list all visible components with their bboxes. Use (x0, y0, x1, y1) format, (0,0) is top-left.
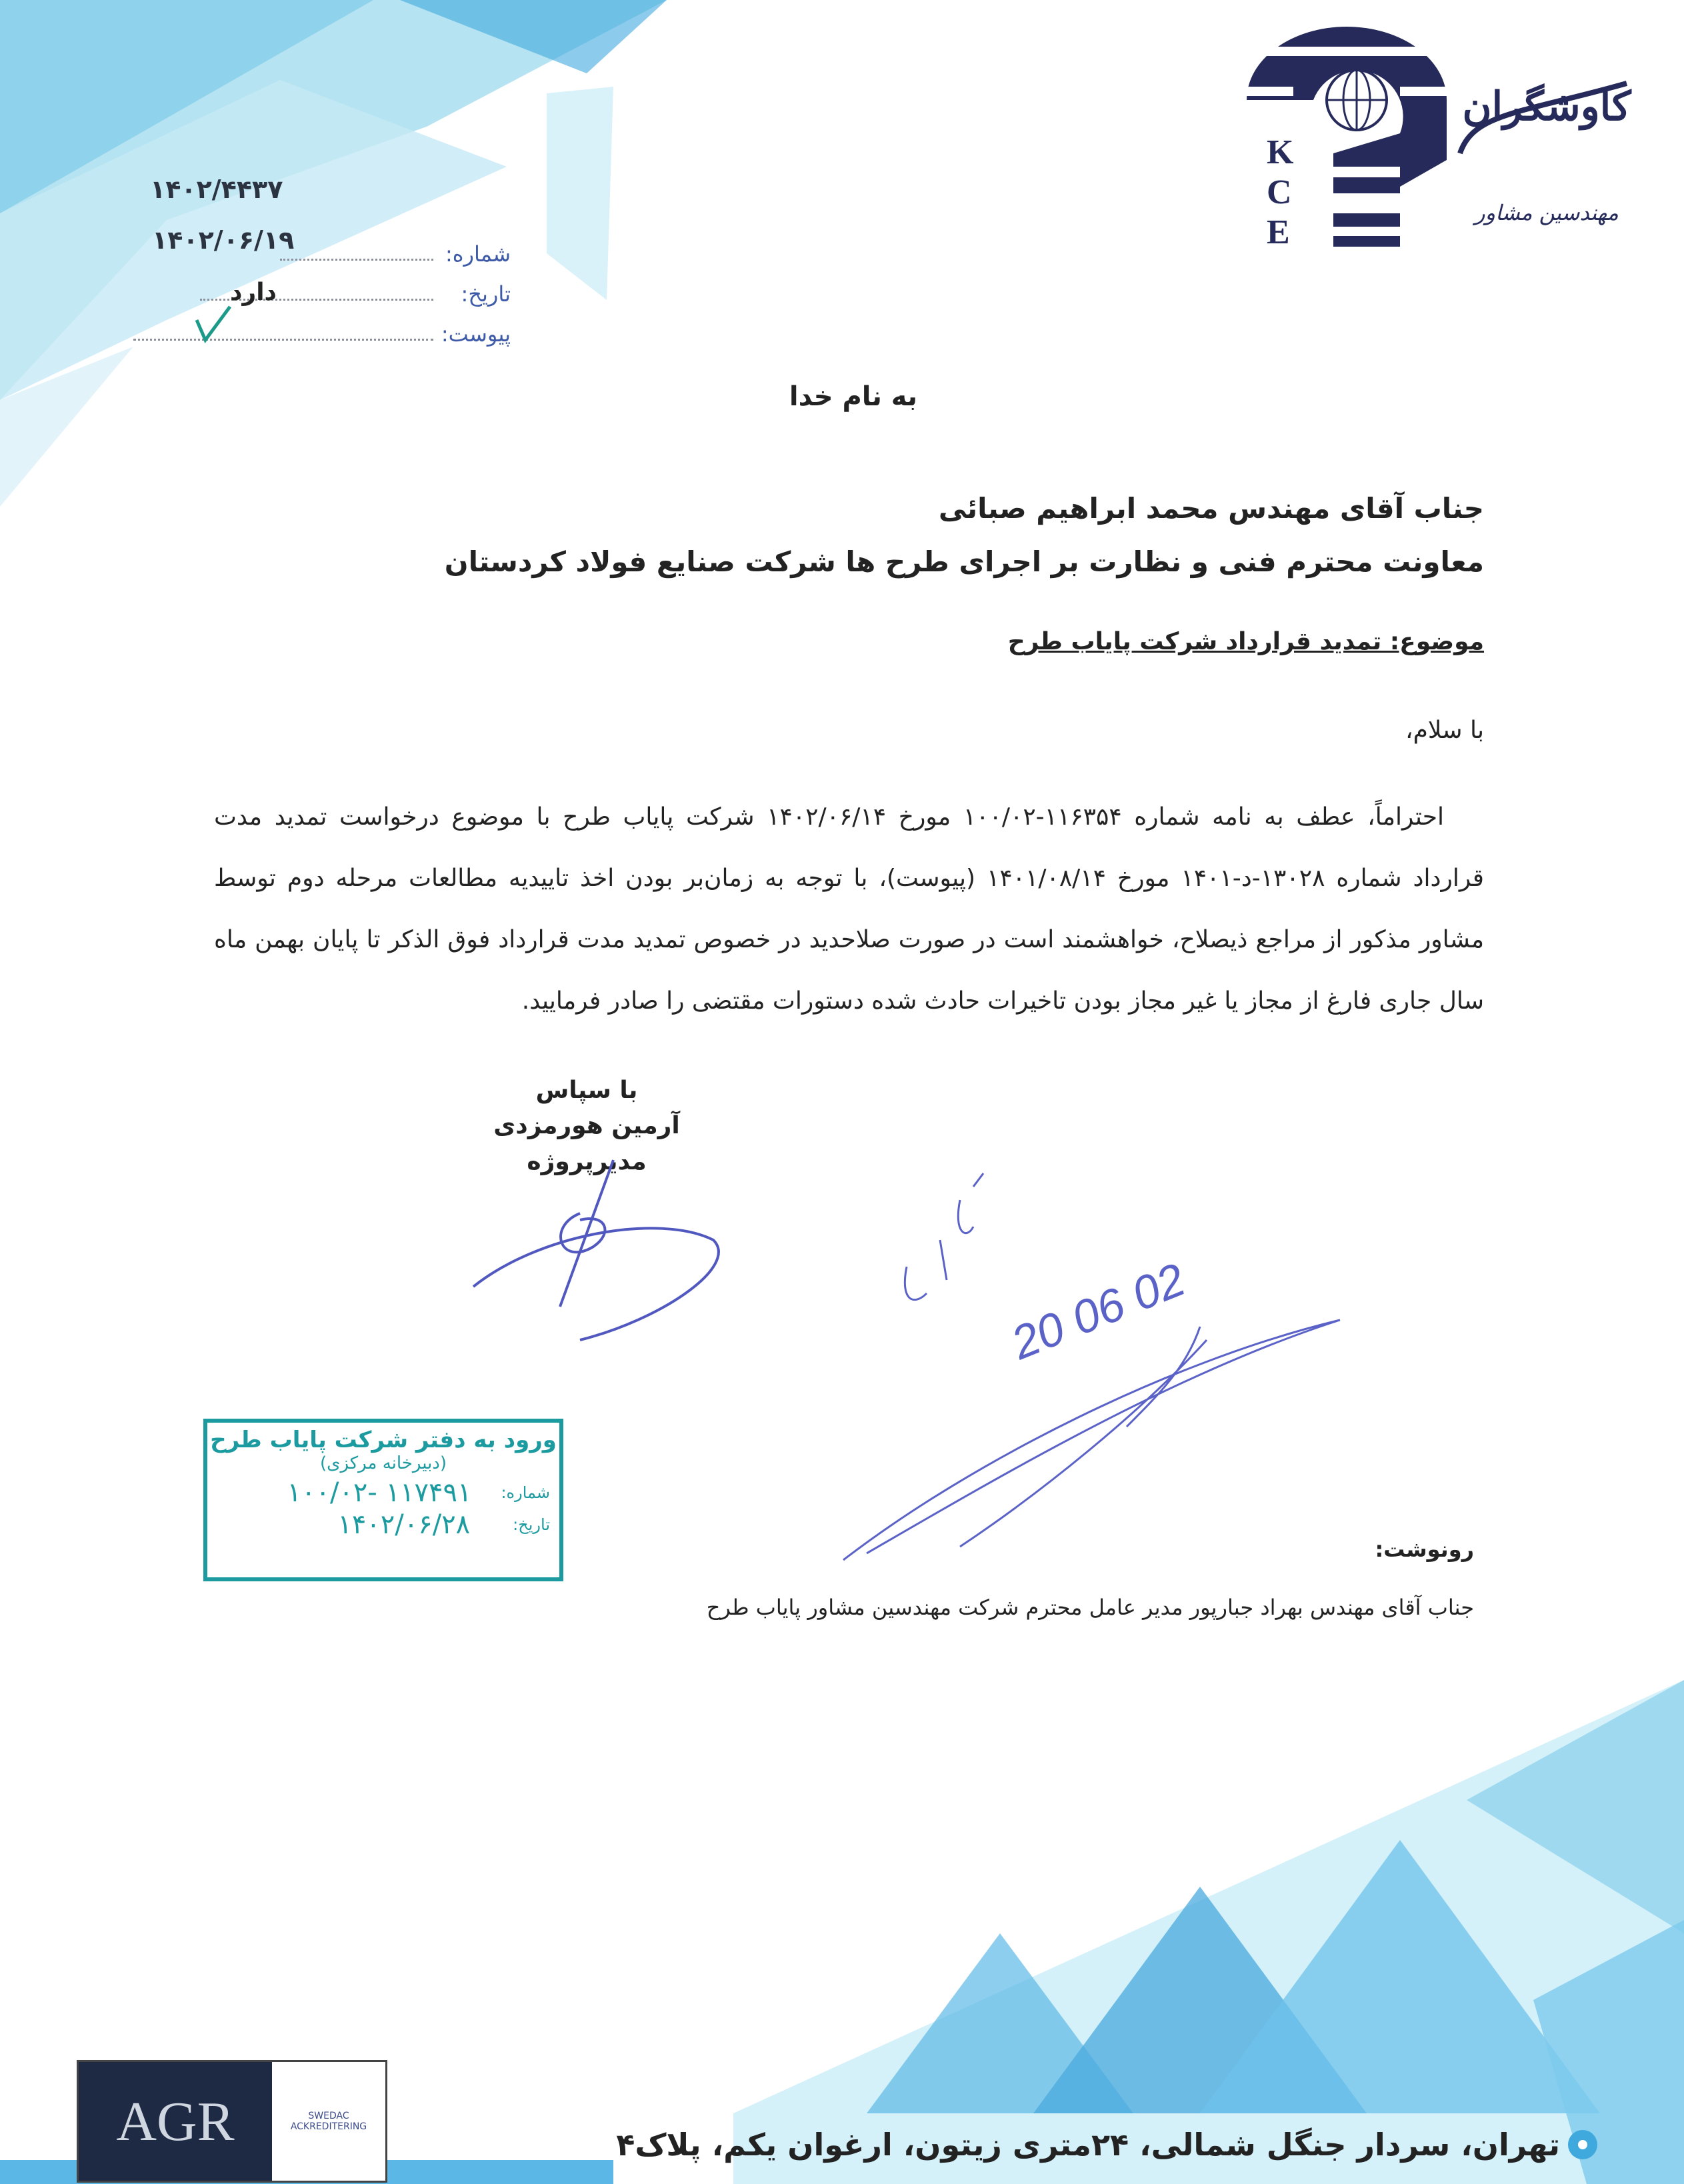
subject: موضوع: تمدید قرارداد شرکت پایاب طرح (1007, 628, 1484, 655)
closing: با سپاس (535, 1077, 638, 1104)
certification-logo (77, 2060, 387, 2183)
handwritten-annotation (840, 1147, 1347, 1567)
date-label: تاریخ: (461, 281, 511, 307)
cc-label: رونوشت: (1375, 1537, 1474, 1562)
stamp-number-value: ۱۱۷۴۹۱ -۱۰۰/۰۲ (287, 1477, 472, 1508)
company-logo (1233, 20, 1633, 253)
svg-text:C: C (1267, 173, 1292, 211)
location-pin-icon (1568, 2130, 1597, 2159)
svg-text:مهندسین مشاور: مهندسین مشاور (1475, 200, 1619, 225)
attachment-label: پیوست: (441, 321, 511, 347)
signer-name: آرمین هورمزدی (493, 1112, 680, 1139)
addressee-line1: جناب آقای مهندس محمد ابراهیم صبائی (938, 492, 1484, 525)
received-stamp (203, 1419, 563, 1581)
svg-text:K: K (1267, 133, 1294, 171)
number-label: شماره: (445, 241, 511, 267)
stamp-date-value: ۱۴۰۲/۰۶/۲۸ (337, 1509, 471, 1540)
svg-text:E: E (1267, 213, 1290, 251)
cc-line: جناب آقای مهندس بهراد جبارپور مدیر عامل محترم شرکت مهندسین مشاور پایاب طرح (706, 1595, 1474, 1620)
attachment-dotted-line (133, 339, 433, 341)
checkmark-icon (193, 303, 233, 343)
svg-text:کاوشگران: کاوشگران (1462, 83, 1631, 130)
stamp-date-label: تاریخ: (513, 1515, 550, 1534)
footer-address: تهران، سردار جنگل شمالی، ۲۴متری زیتون، ارغوان یکم، پلاک۴ (616, 2127, 1560, 2163)
letter-date-value: ۱۴۰۲/۰۶/۱۹ (152, 225, 295, 255)
body-paragraph: احتراماً، عطف به نامه شماره ۱۱۶۳۵۴-۱۰۰/۰۲ مورخ ۱۴۰۲/۰۶/۱۴ شرکت پایاب طرح با موضوع درخواست تمدید مدت قرارداد شماره ۱۳۰۲۸-د-۱۴۰۱ مورخ ۱۴۰۱/۰۸/۱۴ (پیوست)، با توجه به زمان‌بر بودن اخذ تاییدیه مطالعات مرحله دوم توسط مشاور مذکور از مراجع ذیصلاح، خواهشمند است در صورت صلاحدید در خصوص تمدید مدت قرارداد فوق الذکر تا پایان بهمن ماه سال جاری فارغ از مجاز یا غیر مجاز بودن تاخیرات حادث شده دستورات مقتضی را صادر فرمایید. (214, 803, 1485, 1015)
addressee-line2: معاونت محترم فنی و نظارت بر اجرای طرح ها شرکت صنایع فولاد کردستان (444, 545, 1484, 578)
stamp-subtitle: (دبیرخانه مرکزی) (319, 1453, 447, 1473)
stamp-number-label: شماره: (501, 1483, 550, 1502)
swedac-seal: SWEDAC ACKREDITERING (272, 2062, 385, 2181)
signature (460, 1133, 727, 1347)
greeting: با سلام، (1405, 717, 1484, 744)
attachment-value: دارد (230, 279, 277, 306)
footer-address-row (616, 2127, 1597, 2163)
invocation: به نام خدا (789, 381, 918, 412)
handwritten-note: 20 06 02 (1004, 1253, 1193, 1369)
stamp-title: ورود به دفتر شرکت پایاب طرح (210, 1427, 557, 1453)
signer-title: مدیرپروژه (527, 1148, 647, 1175)
agr-logo-text: AGR (79, 2062, 272, 2181)
number-dotted-line (280, 259, 433, 261)
letter-number-value: ۱۴۰۲/۴۴۳۷ (150, 175, 283, 204)
